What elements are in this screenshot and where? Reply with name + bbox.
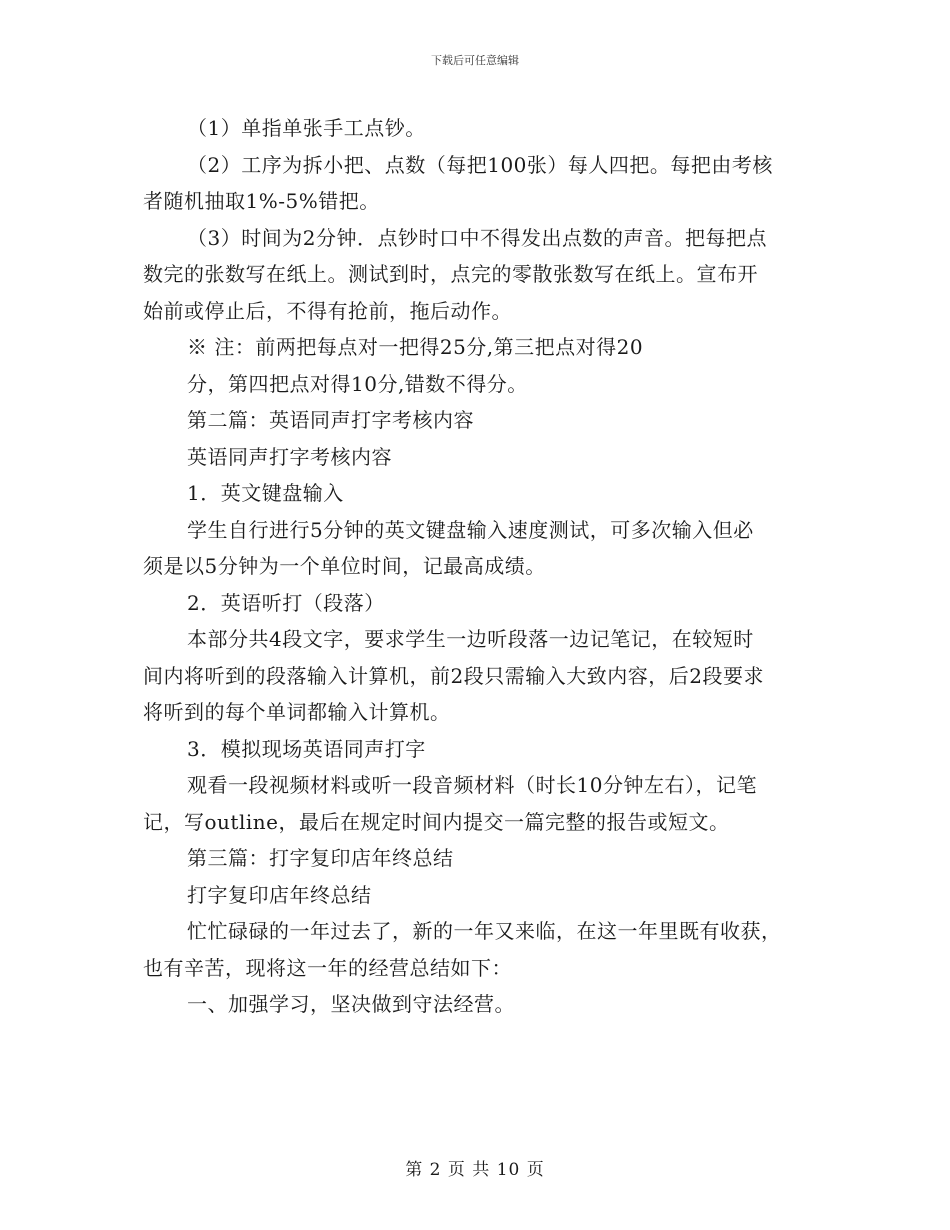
page-header: 下载后可任意编辑 [431, 54, 519, 67]
note-line: ※ 注：前两把每点对一把得25分,第三把点对得20 [187, 335, 644, 359]
subsection-heading: 2．英语听打（段落） [187, 590, 385, 615]
body-line: 忙忙碌碌的一年过去了，新的一年又来临，在这一年里既有收获， [187, 919, 782, 943]
body-line: 将听到的每个单词都输入计算机。 [143, 700, 451, 724]
body-line: 也有辛苦，现将这一年的经营总结如下： [143, 955, 512, 980]
page-footer: 第 2 页 共 10 页 [405, 1160, 545, 1180]
document-body [143, 110, 823, 1023]
body-line: 观看一段视频材料或听一段音频材料（时长10分钟左右），记笔 [187, 773, 757, 797]
body-line: （3）时间为2分钟．点钞时口中不得发出点数的声音。把每把点 [187, 225, 767, 250]
body-line: 学生自行进行5分钟的英文键盘输入速度测试，可多次输入但必 [187, 517, 754, 542]
section-heading: 第三篇：打字复印店年终总结 [187, 846, 454, 870]
subsection-heading: 1．英文键盘输入 [187, 481, 344, 505]
body-line: （2）工序为拆小把、点数（每把100张）每人四把。每把由考核 [187, 152, 773, 177]
subsection-heading: 3．模拟现场英语同声打字 [187, 736, 426, 761]
body-line: 须是以5分钟为一个单位时间，记最高成绩。 [143, 554, 546, 578]
body-line: 分，第四把点对得10分,错数不得分。 [187, 371, 528, 396]
body-line: 间内将听到的段落输入计算机，前2段只需输入大致内容，后2段要求 [143, 663, 764, 688]
body-line: 本部分共4段文字，要求学生一边听段落一边记笔记，在较短时 [187, 627, 754, 651]
body-line: 记，写outline，最后在规定时间内提交一篇完整的报告或短文。 [143, 809, 730, 834]
body-line: 始前或停止后，不得有抢前，拖后动作。 [143, 298, 512, 323]
body-line: 一、加强学习，坚决做到守法经营。 [187, 992, 515, 1016]
body-line: 数完的张数写在纸上。测试到时，点完的零散张数写在纸上。宣布开 [143, 262, 758, 286]
section-title: 英语同声打字考核内容 [187, 444, 392, 469]
section-title: 打字复印店年终总结 [187, 882, 372, 907]
body-line: （1）单指单张手工点钞。 [187, 116, 426, 140]
section-heading: 第二篇：英语同声打字考核内容 [187, 408, 474, 432]
body-line: 者随机抽取1%-5%错把。 [143, 189, 380, 213]
